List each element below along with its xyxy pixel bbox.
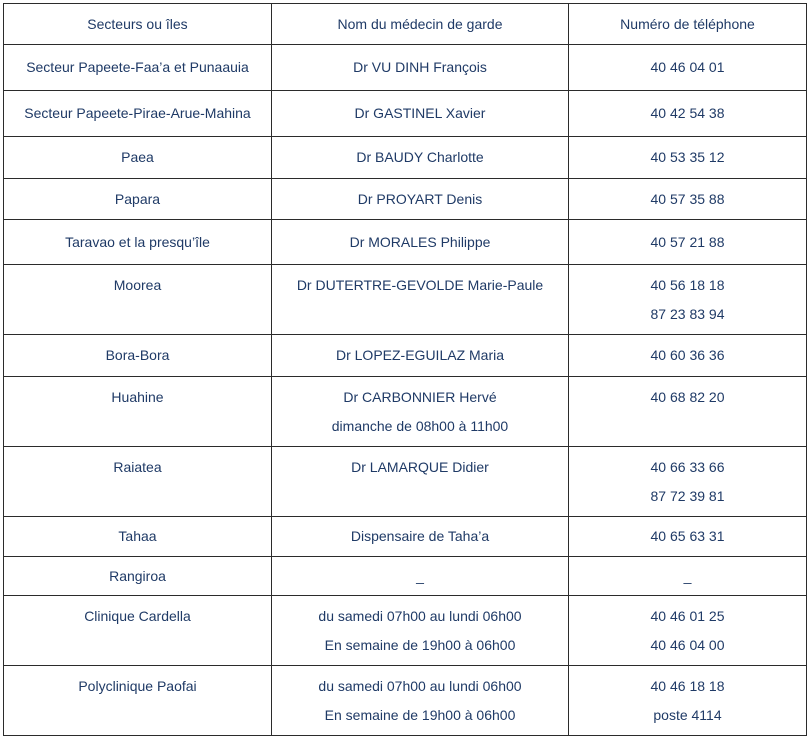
phone-line: 40 46 04 00 bbox=[650, 637, 725, 653]
phone-cell: 40 57 21 88 bbox=[569, 220, 807, 265]
phone-cell: 40 65 63 31 bbox=[569, 517, 807, 557]
table-row bbox=[4, 335, 807, 377]
table-row bbox=[4, 179, 807, 220]
sector-cell: Secteur Papeete-Pirae-Arue-Mahina bbox=[4, 91, 272, 137]
phone-line: 40 46 18 18 bbox=[650, 678, 725, 694]
phone-cell: 40 57 35 88 bbox=[569, 179, 807, 220]
doctor-cell bbox=[272, 377, 569, 447]
sector-cell: Secteur Papeete-Faa’a et Punaauia bbox=[4, 45, 272, 91]
phone-cell bbox=[569, 377, 807, 447]
doctor-cell: Dr GASTINEL Xavier bbox=[272, 91, 569, 137]
doctor-cell: Dr LOPEZ-EGUILAZ Maria bbox=[272, 335, 569, 377]
table-body bbox=[4, 45, 807, 736]
phone-cell bbox=[569, 596, 807, 666]
phone-cell: 40 60 36 36 bbox=[569, 335, 807, 377]
sector-cell: Paea bbox=[4, 137, 272, 179]
header-sector: Secteurs ou îles bbox=[4, 4, 272, 45]
phone-cell bbox=[569, 557, 807, 596]
header-doctor: Nom du médecin de garde bbox=[272, 4, 569, 45]
table-row bbox=[4, 596, 807, 666]
phone-line: 87 23 83 94 bbox=[650, 306, 725, 322]
table-row bbox=[4, 557, 807, 596]
schedule-line: du samedi 07h00 au lundi 06h00 bbox=[318, 608, 522, 624]
sector-cell: Bora-Bora bbox=[4, 335, 272, 377]
table-row bbox=[4, 447, 807, 517]
doctor-line: dimanche de 08h00 à 11h00 bbox=[331, 418, 509, 434]
phone-line: 40 66 33 66 bbox=[650, 459, 725, 475]
doctor-cell: Dr BAUDY Charlotte bbox=[272, 137, 569, 179]
table-row bbox=[4, 666, 807, 736]
on-call-doctors-table bbox=[3, 3, 807, 736]
table-row bbox=[4, 137, 807, 179]
table-row bbox=[4, 45, 807, 91]
sector-cell: Papara bbox=[4, 179, 272, 220]
sector-cell: Taravao et la presqu’île bbox=[4, 220, 272, 265]
sector-cell: Moorea bbox=[4, 265, 272, 335]
phone-line: 40 68 82 20 bbox=[650, 389, 725, 405]
doctor-cell: Dr PROYART Denis bbox=[272, 179, 569, 220]
sector-cell: Tahaa bbox=[4, 517, 272, 557]
table-row bbox=[4, 220, 807, 265]
doctor-cell: Dr MORALES Philippe bbox=[272, 220, 569, 265]
doctor-cell: Dr VU DINH François bbox=[272, 45, 569, 91]
sector-cell: Polyclinique Paofai bbox=[4, 666, 272, 736]
schedule-line: du samedi 07h00 au lundi 06h00 bbox=[318, 678, 522, 694]
empty-dash: _ bbox=[416, 567, 424, 584]
table-row bbox=[4, 517, 807, 557]
doctor-cell bbox=[272, 265, 569, 335]
phone-line: 40 56 18 18 bbox=[650, 277, 725, 293]
doctor-cell bbox=[272, 447, 569, 517]
doctor-line: Dr DUTERTRE-GEVOLDE Marie-Paule bbox=[296, 277, 544, 293]
doctor-cell bbox=[272, 666, 569, 736]
doctor-cell bbox=[272, 557, 569, 596]
phone-line: 87 72 39 81 bbox=[650, 488, 725, 504]
table-row bbox=[4, 377, 807, 447]
phone-cell bbox=[569, 265, 807, 335]
doctor-cell bbox=[272, 596, 569, 666]
phone-cell: 40 46 04 01 bbox=[569, 45, 807, 91]
sector-cell: Raiatea bbox=[4, 447, 272, 517]
table-row bbox=[4, 91, 807, 137]
phone-line: 40 46 01 25 bbox=[650, 608, 725, 624]
table-header-row bbox=[4, 4, 807, 45]
schedule-line: En semaine de 19h00 à 06h00 bbox=[324, 637, 516, 653]
header-phone: Numéro de téléphone bbox=[569, 4, 807, 45]
table-row bbox=[4, 265, 807, 335]
phone-cell: 40 42 54 38 bbox=[569, 91, 807, 137]
phone-cell bbox=[569, 666, 807, 736]
doctor-cell: Dispensaire de Taha’a bbox=[272, 517, 569, 557]
empty-dash: _ bbox=[683, 567, 692, 584]
phone-cell: 40 53 35 12 bbox=[569, 137, 807, 179]
phone-line: poste 4114 bbox=[653, 707, 722, 723]
sector-cell: Rangiroa bbox=[4, 557, 272, 596]
doctor-line: Dr LAMARQUE Didier bbox=[351, 459, 489, 475]
schedule-line: En semaine de 19h00 à 06h00 bbox=[324, 707, 516, 723]
phone-cell bbox=[569, 447, 807, 517]
sector-cell: Huahine bbox=[4, 377, 272, 447]
sector-cell: Clinique Cardella bbox=[4, 596, 272, 666]
doctor-line: Dr CARBONNIER Hervé bbox=[343, 389, 497, 405]
